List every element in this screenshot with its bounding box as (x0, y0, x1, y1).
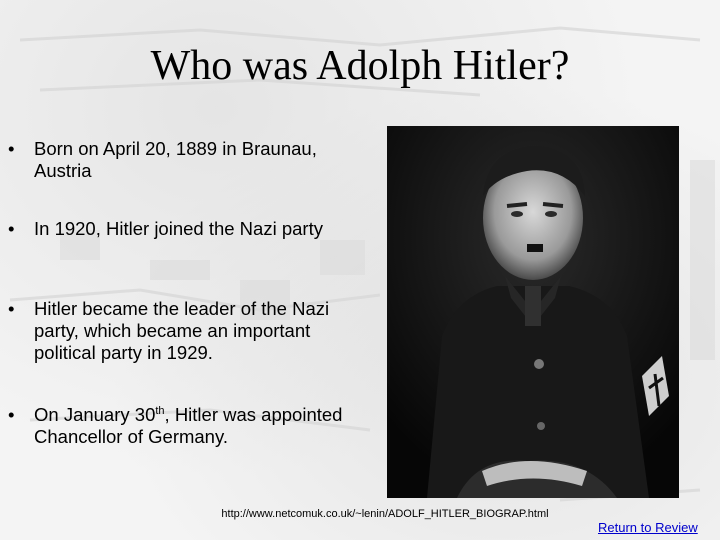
bullet-text: In 1920, Hitler joined the Nazi party (34, 218, 323, 239)
slide-title: Who was Adolph Hitler? (150, 43, 570, 89)
bullet-text (34, 404, 374, 448)
ordinal-suffix: th (155, 404, 165, 417)
bullet-marker: • (8, 218, 15, 239)
bullet-marker: • (8, 298, 15, 319)
bullet-text: Hitler became the leader of the Nazi party, which became an important political party in 1929. (34, 298, 330, 363)
bullet-text-start: On January 30 (34, 404, 156, 425)
bullet-text-end: , Hitler was appointed Chancellor of Germany. (34, 404, 343, 447)
portrait-photo (387, 126, 679, 498)
bullet-marker: • (8, 138, 15, 159)
bullet-text: Born on April 20, 1889 in Braunau, Austria (34, 138, 317, 181)
return-to-review-link[interactable]: Return to Review (598, 520, 698, 535)
source-url: http://www.netcomuk.co.uk/~lenin/ADOLF_HITLER_BIOGRAP.html (221, 508, 549, 520)
bullet-marker: • (8, 404, 15, 425)
